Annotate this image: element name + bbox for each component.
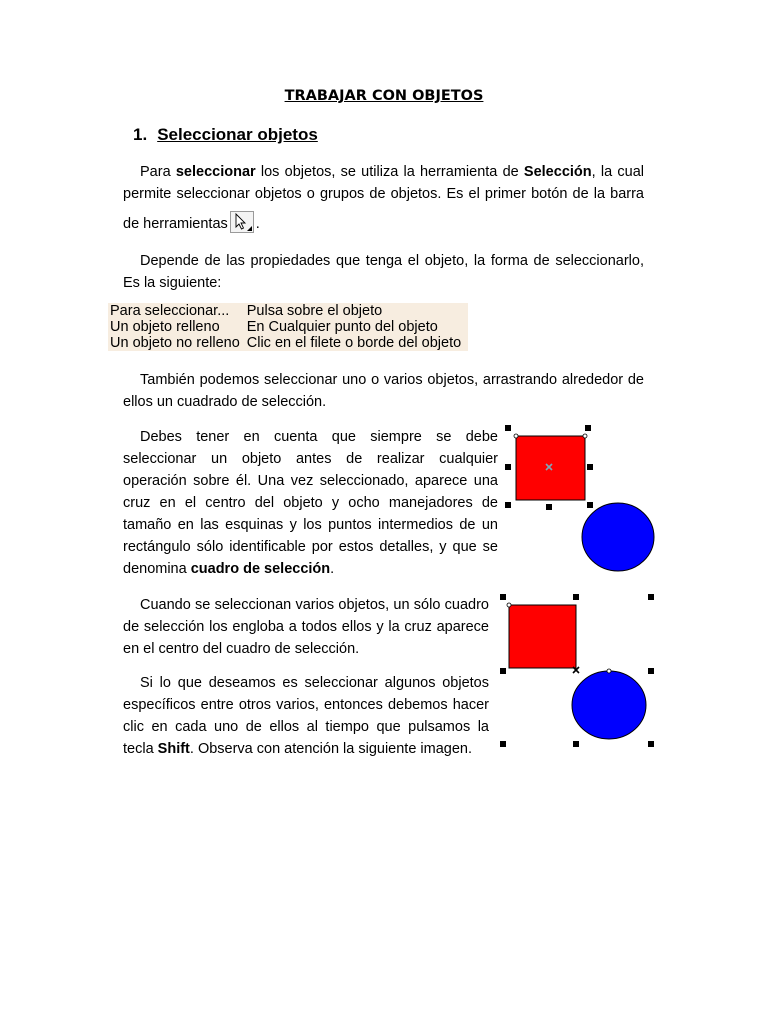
section-heading-text: Seleccionar objetos (157, 125, 318, 144)
paragraph-line: También podemos seleccionar uno o varios objetos, arrastrando alrededor de (140, 372, 644, 388)
blue-circle (572, 671, 646, 739)
paragraph-line: Para seleccionar los objetos, se utiliza la herramienta de Selección, la cual (140, 164, 644, 180)
table-cell: Un objeto relleno (110, 319, 220, 335)
paragraph-line: cruz en el centro del objeto y ocho manejadores de (123, 495, 498, 511)
figure-single-selection (500, 418, 665, 573)
paragraph-line: operación sobre él. Una vez seleccionado, aparece una (123, 473, 498, 489)
paragraph-line: de herramientas . (123, 211, 644, 235)
selection-tool-icon (230, 211, 254, 233)
paragraph-line: Debes tener en cuenta que siempre se debe (140, 429, 498, 445)
paragraph-selection-box (123, 426, 498, 580)
paragraph-properties (123, 250, 644, 294)
paragraph-shift-selection (123, 672, 489, 760)
paragraph-line: Cuando se seleccionan varios objetos, un sólo cuadro (140, 597, 489, 613)
table-cell: Pulsa sobre el objeto (246, 303, 383, 319)
figure-group-selection (495, 590, 660, 752)
table-row (108, 303, 468, 319)
paragraph-line: de selección los engloba a todos ellos y la cruz aparece (123, 619, 489, 635)
paragraph-line: ellos un cuadrado de selección. (123, 394, 327, 410)
paragraph-line: clic en cada uno de ellos al tiempo que pulsamos la (123, 719, 489, 735)
paragraph-line: rectángulo sólo identificable por estos detalles, y que se (123, 539, 498, 555)
paragraph-line: Depende de las propiedades que tenga el objeto, la forma de seleccionarlo, (140, 253, 644, 269)
paragraph-line: permite seleccionar objetos o grupos de objetos. Es el primer botón de la barra (123, 186, 644, 202)
table-row (108, 319, 468, 335)
paragraph-line: en el centro del cuadro de selección. (123, 641, 360, 657)
paragraph-line: denomina cuadro de selección. (123, 561, 335, 577)
paragraph-line: tamaño en las esquinas y los puntos intermedios de un (123, 517, 498, 533)
paragraph-line: tecla Shift. Observa con atención la siguiente imagen. (123, 741, 473, 757)
table-cell: En Cualquier punto del objeto (246, 319, 438, 335)
page-title: TRABAJAR CON OBJETOS (284, 88, 484, 104)
paragraph-line: específicos entre otros varios, entonces debemos hacer (123, 697, 489, 713)
table-cell: Un objeto no relleno (110, 335, 240, 351)
table-cell: Para seleccionar... (110, 303, 230, 319)
paragraph-drag-selection (123, 369, 644, 413)
paragraph-line: seleccionar un objeto antes de realizar cualquier (123, 451, 498, 467)
selection-table (108, 303, 468, 351)
paragraph-multiple-selection (123, 594, 489, 660)
paragraph-line: Es la siguiente: (123, 275, 222, 291)
paragraph-selection-tool (123, 161, 644, 235)
section-heading (133, 125, 318, 145)
table-row (108, 335, 468, 351)
table-cell: Clic en el filete o borde del objeto (246, 335, 462, 351)
red-square (509, 605, 576, 668)
blue-circle (582, 503, 654, 571)
section-number: 1. (133, 125, 148, 144)
paragraph-line: Si lo que deseamos es seleccionar algunos objetos (140, 675, 489, 691)
